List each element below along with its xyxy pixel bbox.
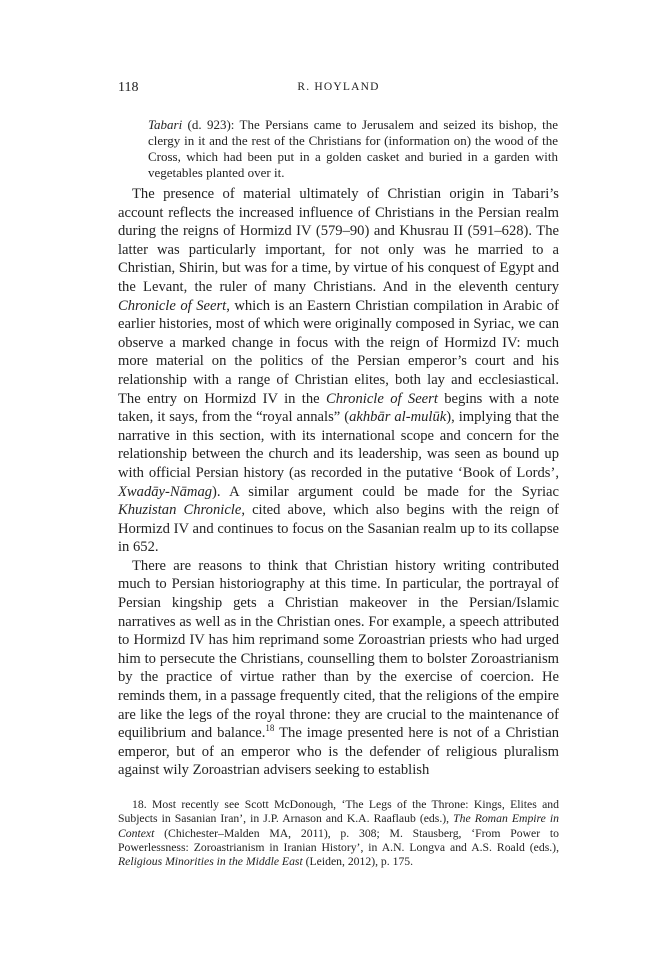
footnote-18 (118, 798, 559, 869)
text-run: There are reasons to think that Christian history writing contributed much to Persian historiography at this time. In particular, the portrayal of Persian kingship gets a Christian makeover in the Persian/Islamic narratives as well as in the Christian ones. For example, a speech attributed to Hormizd IV has him reprimand some Zoroastrian priests who had urged him to persecute the Christians, counselling them to bolster Zoroastrianism by the practice of virtue rather than by the exercise of coercion. He reminds them, in a passage frequently cited, that the religions of the empire are like the legs of the royal throne: they are crucial to the maintenance of equilibrium and balance. (118, 557, 559, 742)
quote-text: (d. 923): The Persians came to Jerusalem and seized its bishop, the clergy in it and the rest of the Christians for (information on) the wood of the Cross, which had been put in a golden casket and buried in a garden with vegetables planted over it. (148, 117, 558, 180)
book-title: The Roman Empire in Context (118, 812, 559, 840)
paragraph-2 (118, 557, 559, 780)
text-run: The presence of material ultimately of Christian origin in Tabari’s account reflects the increased influence of Christians in the Persian realm during the reigns of Hormizd IV (579–90) and Khusrau II (591–628). The latter was particularly important, for not only was he married to a Christian, Shirin, but was for a time, by virtue of his conquest of Egypt and the Levant, the ruler of many Christians. And in the eleventh century (118, 186, 559, 295)
text-run: The image presented here is not of a Christian emperor, but of an emperor who is the defender of religious pluralism against wily Zoroastrian advisers seeking to establish (118, 725, 559, 779)
transliteration: Xwadāy-Nāmag (118, 483, 213, 500)
quote-source: Tabari (148, 117, 183, 132)
page-header (118, 80, 559, 100)
text-run: (Chichester–Malden MA, 2011), p. 308; M. Stausberg, ‘From Power to Powerlessness: Zoroastrianism in Iranian History’, in A.N. Longva and A.S. Roald (eds.), (118, 826, 559, 854)
text-run: , cited above, which also begins with the reign of Hormizd IV and continues to focus on the Sasanian realm up to its collapse in 652. (118, 502, 559, 556)
text-run: begins with a note taken, it says, from the “royal annals” ( (118, 390, 559, 426)
book-title: Chronicle of Seert (326, 390, 438, 407)
book-title: Religious Minorities in the Middle East (118, 855, 303, 869)
book-title: Chronicle of Seert (118, 297, 227, 314)
text-run: ), implying that the narrative in this section, with its international scope and concern for the relationship between the church and its leadership, was seen as bound up with official Persian history (as recorded in the putative ‘Book of Lords’, (118, 409, 559, 481)
page-number: 118 (118, 80, 139, 95)
text-run: , which is an Eastern Christian compilation in Arabic of earlier histories, most of which were originally composed in Syriac, we can observe a marked change in focus with the reign of Hormizd IV: much more material on the politics of the Persian emperor’s court and his relationship with a range of Christian elites, both lay and ecclesiastical. The entry on Hormizd IV in the (118, 297, 559, 407)
text-run: (Leiden, 2012), p. 175. (302, 855, 414, 869)
text-run: ). A similar argument could be made for the Syriac (212, 483, 559, 500)
footnote-ref[interactable]: 18 (265, 723, 275, 734)
running-head: R. HOYLAND (297, 81, 380, 93)
text-run: 18. Most recently see Scott McDonough, ‘The Legs of the Throne: Kings, Elites and Subjects in Sasanian Iran’, in J.P. Arnason and K.A. Raaflaub (eds.), (118, 798, 559, 826)
body-text (118, 185, 559, 780)
book-title: Khuzistan Chronicle (118, 502, 242, 519)
paragraph-1 (118, 185, 559, 557)
transliteration: akhbār al-mulūk (349, 409, 447, 426)
block-quote (148, 117, 558, 181)
